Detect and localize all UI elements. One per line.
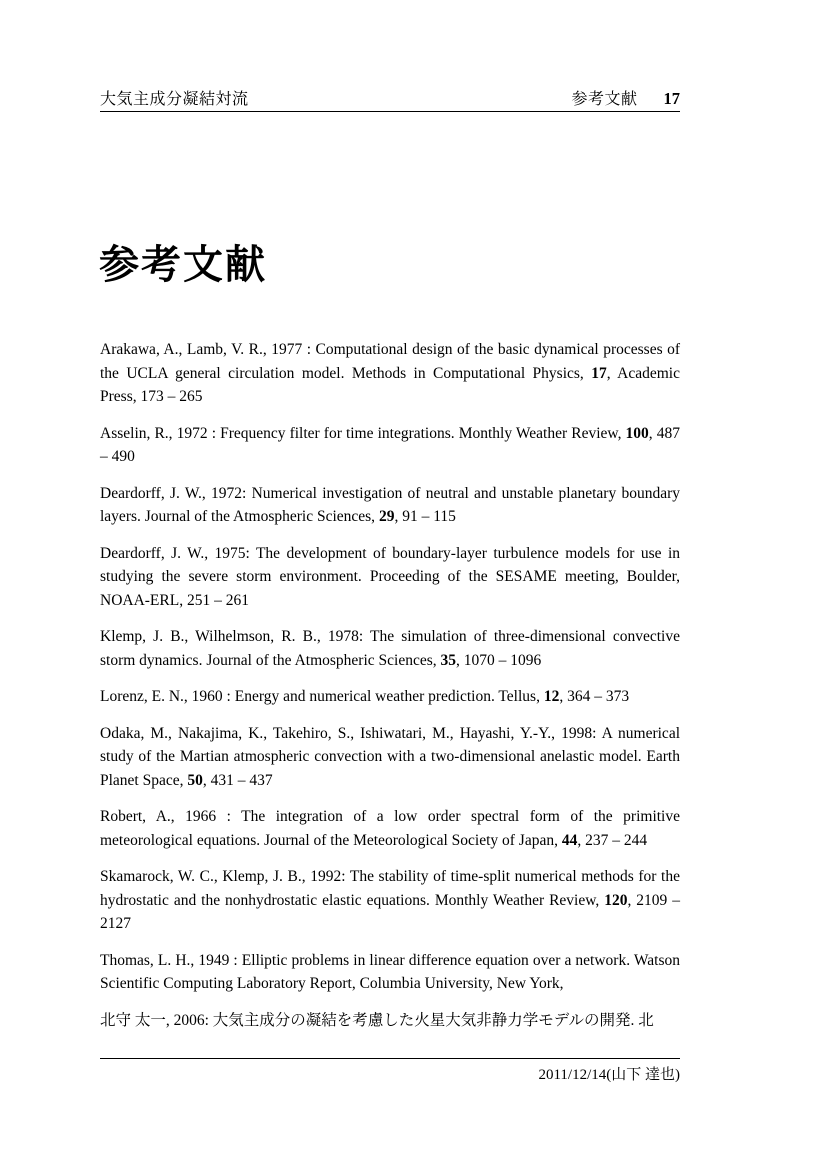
running-header [100,86,680,109]
reference-pages: , Academic Press, 173 – 265 [100,364,680,405]
reference-pages: , 431 – 437 [202,771,273,789]
reference-text: Odaka, M., Nakajima, K., Takehiro, S., Ishiwatari, M., Hayashi, Y.-Y., 1998: A numerical study of the Martian atmospheric convection with a two-dimensional anelastic model. Earth Planet Space, [100,724,680,789]
reference-list [100,338,680,1045]
running-header-right [571,86,680,109]
reference-item [100,338,680,409]
running-header-section: 参考文献 [571,91,638,108]
running-header-title: 大気主成分凝結対流 [100,91,249,108]
reference-volume: 35 [440,651,457,669]
reference-item [100,422,680,469]
header-rule [100,111,680,112]
reference-volume: 50 [187,771,203,789]
reference-text: Arakawa, A., Lamb, V. R., 1977 : Computational design of the basic dynamical processes of the UCLA general circulation model. Methods in Computational Physics, [100,341,680,382]
reference-text: Deardorff, J. W., 1972: Numerical investigation of neutral and unstable planetary boundary layers. Journal of the Atmospheric Sciences, [100,484,680,525]
reference-pages: , 364 – 373 [559,688,630,705]
reference-item [100,625,680,672]
reference-item [100,949,680,996]
reference-volume: 29 [378,508,395,525]
footer-rule [100,1058,680,1059]
reference-text: Robert, A., 1966 : The integration of a low order spectral form of the primitive meteorological equations. Journal of the Meteorological Society of Japan, [100,808,680,849]
reference-text: Lorenz, E. N., 1960 : Energy and numerical weather prediction. Tellus, [100,688,544,705]
reference-text: Asselin, R., 1972 : Frequency filter for time integrations. Monthly Weather Review, [100,424,626,442]
reference-pages: , 487 – 490 [100,424,680,465]
page-number: 17 [663,89,680,108]
reference-volume: 100 [625,424,649,442]
reference-item [100,685,680,709]
reference-pages: , 91 – 115 [394,508,456,525]
reference-volume: 12 [543,688,560,705]
reference-text: Deardorff, J. W., 1975: The development of boundary-layer turbulence models for use in studying the severe storm environment. Proceeding of the SESAME meeting, Boulder, NOAA-ERL, 251 – 261 [100,544,680,609]
reference-volume: 120 [604,891,628,909]
reference-item [100,865,680,936]
footer-date-author: 2011/12/14(山下 達也) [538,1067,680,1083]
reference-text: Skamarock, W. C., Klemp, J. B., 1992: The stability of time-split numerical methods for the hydrostatic and the nonhydrostatic elastic equations. Monthly Weather Review, [100,868,680,909]
reference-volume: 44 [561,831,578,849]
reference-text: Thomas, L. H., 1949 : Elliptic problems in linear difference equation over a network. Watson Scientific Computing Laboratory Report, Columbia University, New York, [100,951,680,992]
reference-item [100,805,680,852]
chapter-title: 参考文献 [99,242,267,287]
reference-pages: , 237 – 244 [577,831,648,849]
reference-pages: , 1070 – 1096 [456,651,542,669]
reference-pages: , 2109 – 2127 [100,891,680,932]
reference-item [100,722,680,793]
reference-item [100,482,680,529]
reference-volume: 17 [591,364,607,382]
reference-text: 北守 太一, 2006: 大気主成分の凝結を考慮した火星大気非静力学モデルの開発. 北 [100,1011,654,1029]
reference-text: Klemp, J. B., Wilhelmson, R. B., 1978: The simulation of three-dimensional convective storm dynamics. Journal of the Atmospheric Sciences, [100,628,680,669]
reference-item [100,542,680,613]
reference-item [100,1009,680,1033]
